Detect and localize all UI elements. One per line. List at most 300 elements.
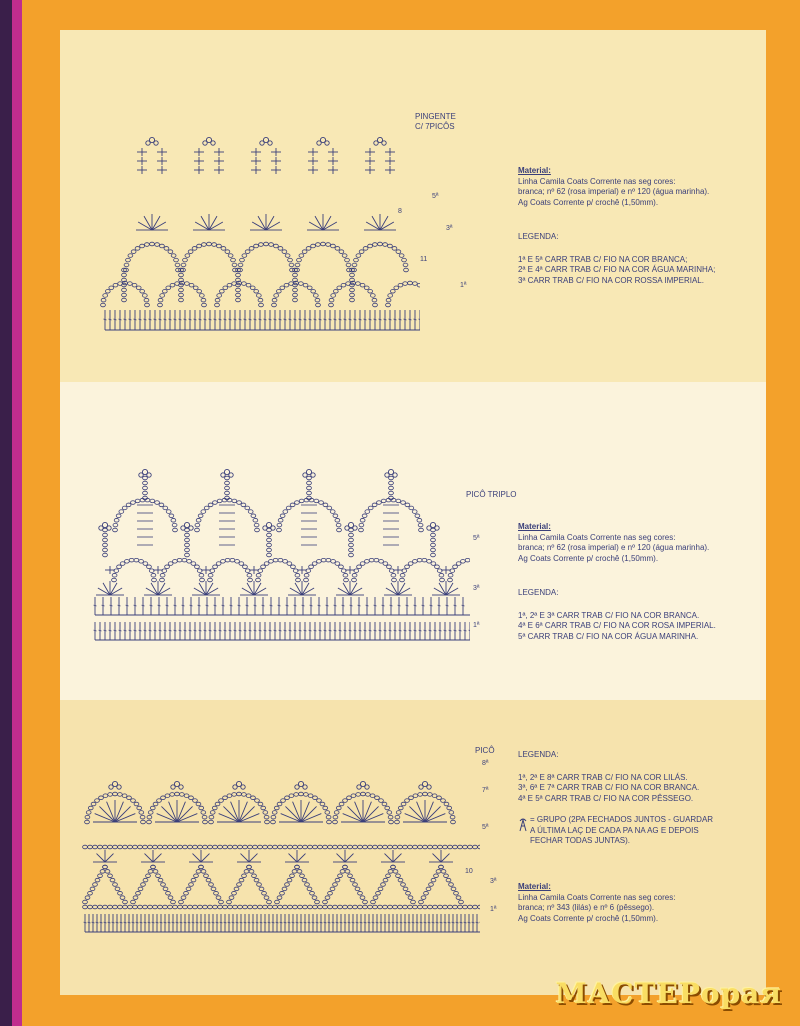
chain-stitch	[272, 298, 277, 302]
double-crochet-bar	[276, 922, 279, 923]
chain-stitch	[333, 820, 338, 824]
double-crochet-bar	[394, 319, 397, 320]
chain-stitch	[184, 794, 189, 798]
chain-stitch	[388, 870, 393, 874]
chain-stitch	[143, 481, 148, 485]
chain-stitch	[85, 820, 90, 824]
double-crochet-bar	[334, 605, 337, 606]
chain-stitch	[202, 815, 207, 819]
chain-stitch	[255, 799, 260, 803]
chain-stitch	[201, 870, 206, 874]
double-crochet-bar	[459, 630, 462, 631]
chain-stitch	[163, 845, 168, 849]
chain-stitch	[346, 263, 351, 267]
chain-stitch	[350, 288, 355, 292]
chain-stitch	[221, 247, 226, 251]
double-crochet-bar	[476, 922, 479, 923]
chain-stitch	[126, 503, 131, 507]
chain-stitch	[263, 811, 268, 815]
chain-stitch	[158, 298, 163, 302]
chain-stitch	[203, 820, 208, 824]
chain-stitch	[383, 562, 388, 566]
chain-stitch	[378, 905, 383, 909]
chain-stitch	[119, 510, 124, 514]
chain-stitch	[345, 258, 350, 262]
double-crochet-bar	[309, 319, 312, 320]
picot	[427, 785, 431, 789]
chain-stitch	[293, 298, 298, 302]
chain-stitch	[285, 883, 290, 887]
chain-stitch	[280, 286, 285, 290]
picot	[325, 141, 329, 145]
chain-stitch	[103, 533, 108, 537]
chain-stitch	[368, 244, 373, 248]
double-crochet-bar	[219, 319, 222, 320]
double-crochet-bar	[329, 319, 332, 320]
double-crochet-bar	[229, 630, 232, 631]
chain-stitch	[118, 845, 123, 849]
double-crochet-bar	[104, 319, 107, 320]
double-crochet-bar	[364, 630, 367, 631]
chain-stitch	[409, 506, 414, 510]
double-crochet-bar	[364, 922, 367, 923]
double-crochet-bar	[119, 630, 122, 631]
double-crochet-bar	[159, 319, 162, 320]
chain-stitch	[431, 878, 436, 882]
chain-stitch	[103, 538, 108, 542]
double-crochet-bar	[342, 605, 345, 606]
chain-stitch	[368, 845, 373, 849]
chain-stitch	[453, 905, 458, 909]
double-crochet-bar	[244, 319, 247, 320]
fan-stitch	[161, 806, 177, 822]
chain-stitch	[449, 883, 454, 887]
row-label-7: 7ª	[482, 787, 489, 794]
double-crochet-bar	[359, 630, 362, 631]
chain-stitch	[391, 573, 396, 577]
chain-stitch	[293, 905, 298, 909]
chain-stitch	[217, 499, 222, 503]
chain-stitch	[179, 793, 184, 797]
chain-stitch	[365, 559, 370, 563]
chain-stitch	[116, 514, 121, 518]
chain-stitch	[284, 283, 289, 287]
double-crochet-bar	[319, 630, 322, 631]
chain-stitch	[185, 538, 190, 542]
picot	[139, 473, 143, 477]
chain-stitch	[171, 254, 176, 258]
chain-stitch	[311, 289, 316, 293]
chain-stitch	[453, 565, 458, 569]
chain-stitch	[189, 883, 194, 887]
chain-stitch	[399, 254, 404, 258]
double-crochet-bar	[219, 630, 222, 631]
chain-stitch	[142, 294, 147, 298]
double-crochet-bar	[232, 922, 235, 923]
double-crochet-bar	[238, 605, 241, 606]
chain-stitch	[439, 573, 444, 577]
chain-stitch	[128, 845, 133, 849]
chain-stitch	[344, 578, 349, 582]
double-crochet-bar	[256, 922, 259, 923]
chain-stitch	[110, 878, 115, 882]
group-line: A ÚLTIMA LAÇ DE CADA PA NA AG E DEPOIS	[530, 825, 699, 835]
chain-stitch	[215, 298, 220, 302]
double-crochet-bar	[384, 922, 387, 923]
chain-stitch	[403, 263, 408, 267]
chain-stitch	[393, 870, 398, 874]
chain-stitch	[349, 553, 354, 557]
chain-stitch	[311, 244, 316, 248]
chain-stitch	[248, 510, 253, 514]
chain-stitch	[403, 282, 408, 286]
chain-stitch	[348, 905, 353, 909]
chain-stitch	[333, 514, 338, 518]
chain-stitch	[221, 559, 226, 563]
double-crochet-bar	[368, 922, 371, 923]
double-crochet-bar	[429, 630, 432, 631]
chain-stitch	[306, 569, 311, 573]
double-crochet-bar	[404, 319, 407, 320]
double-crochet-bar	[254, 319, 257, 320]
chain-stitch	[225, 491, 230, 495]
chain-stitch	[103, 794, 108, 798]
chain-stitch	[473, 845, 478, 849]
chain-stitch	[199, 294, 204, 298]
chain-stitch	[113, 528, 118, 532]
double-crochet-bar	[169, 630, 172, 631]
fan-stitch	[301, 806, 317, 822]
chain-stitch	[131, 799, 136, 803]
materials-heading: Material:	[518, 522, 551, 531]
chain-stitch	[95, 799, 100, 803]
chain-stitch	[294, 793, 299, 797]
double-crochet-bar	[334, 319, 337, 320]
chain-stitch	[144, 298, 149, 302]
chain-stitch	[211, 887, 216, 891]
chain-stitch	[249, 870, 254, 874]
chain-stitch	[227, 283, 232, 287]
materials-heading: Material:	[518, 882, 551, 891]
chain-stitch	[232, 891, 237, 895]
picot	[211, 141, 215, 145]
double-crochet-bar	[352, 922, 355, 923]
double-crochet-bar	[379, 630, 382, 631]
chain-stitch	[348, 874, 353, 878]
chain-stitch	[103, 905, 108, 909]
chain-stitch	[459, 900, 464, 904]
double-crochet-bar	[374, 605, 377, 606]
chain-stitch	[213, 565, 218, 569]
double-crochet-bar	[364, 319, 367, 320]
fan-stitch	[441, 854, 449, 862]
chain-stitch	[174, 258, 179, 262]
double-crochet-bar	[204, 630, 207, 631]
chain-stitch	[131, 900, 136, 904]
chain-stitch	[350, 298, 355, 302]
chain-stitch	[431, 562, 436, 566]
chain-stitch	[295, 263, 300, 267]
double-crochet-bar	[189, 319, 192, 320]
chain-stitch	[254, 878, 259, 882]
chain-stitch	[331, 294, 336, 298]
chain-stitch	[402, 569, 407, 573]
chain-stitch	[383, 905, 388, 909]
double-crochet-bar	[118, 605, 121, 606]
chain-stitch	[124, 263, 129, 267]
chain-stitch	[112, 573, 117, 577]
materials-1	[518, 166, 768, 286]
double-crochet-bar	[449, 630, 452, 631]
chain-stitch	[161, 796, 166, 800]
double-crochet-bar	[166, 605, 169, 606]
chain-stitch	[103, 548, 108, 552]
chain-stitch	[386, 303, 391, 307]
double-crochet-bar	[468, 922, 471, 923]
chain-stitch	[423, 792, 428, 796]
chain-stitch	[126, 258, 131, 262]
chain-stitch	[304, 578, 309, 582]
chain-stitch	[350, 273, 355, 277]
chain-stitch	[219, 900, 224, 904]
picot	[146, 141, 150, 145]
legend-heading: LEGENDA:	[518, 588, 559, 597]
picot	[117, 785, 121, 789]
double-crochet-bar	[434, 630, 437, 631]
double-crochet-bar	[148, 922, 151, 923]
picot	[260, 141, 264, 145]
chain-stitch	[379, 799, 384, 803]
row-number-2: 8	[398, 208, 402, 215]
double-crochet-bar	[464, 922, 467, 923]
double-crochet-bar	[394, 630, 397, 631]
double-crochet-bar	[356, 922, 359, 923]
chain-stitch	[132, 283, 137, 287]
fan-stitch	[145, 854, 153, 862]
chain-stitch	[237, 792, 242, 796]
chain-stitch	[237, 883, 242, 887]
double-crochet-bar	[179, 630, 182, 631]
double-crochet-bar	[294, 319, 297, 320]
chain-stitch	[353, 845, 358, 849]
double-crochet-bar	[184, 319, 187, 320]
chain-stitch	[125, 559, 130, 563]
double-crochet-bar	[206, 605, 209, 606]
double-crochet-bar	[260, 922, 263, 923]
chain-stitch	[238, 845, 243, 849]
double-crochet-bar	[416, 922, 419, 923]
chain-stitch	[267, 533, 272, 537]
material-line: Ag Coats Corrente p/ crochê (1,50mm).	[518, 197, 659, 207]
chain-stitch	[173, 905, 178, 909]
chain-stitch	[386, 298, 391, 302]
double-crochet-bar	[109, 630, 112, 631]
chain-stitch	[338, 905, 343, 909]
chain-stitch	[409, 796, 414, 800]
chain-stitch	[303, 905, 308, 909]
chain-stitch	[288, 905, 293, 909]
chain-stitch	[319, 501, 324, 505]
chain-stitch	[99, 796, 104, 800]
double-crochet-bar	[336, 922, 339, 923]
chain-stitch	[143, 486, 148, 490]
picot	[241, 785, 245, 789]
chain-stitch	[231, 258, 236, 262]
chain-stitch	[308, 794, 313, 798]
chain-stitch	[413, 905, 418, 909]
double-crochet-bar	[109, 319, 112, 320]
fan-stitch	[223, 806, 239, 822]
chain-stitch	[159, 503, 164, 507]
double-crochet-bar	[280, 922, 283, 923]
chain-stitch	[356, 254, 361, 258]
double-crochet-bar	[372, 922, 375, 923]
chain-stitch	[417, 283, 420, 287]
legend-line: 3ª CARR TRAB C/ FIO NA COR ROSSA IMPERIAL.	[518, 275, 704, 285]
chain-stitch	[273, 845, 278, 849]
chain-stitch	[280, 514, 285, 518]
chain-stitch	[342, 254, 347, 258]
double-crochet-bar	[119, 319, 122, 320]
chain-stitch	[198, 905, 203, 909]
double-crochet-bar	[344, 922, 347, 923]
chain-stitch	[437, 569, 442, 573]
chain-stitch	[128, 254, 133, 258]
double-crochet-bar	[139, 630, 142, 631]
chain-stitch	[281, 799, 286, 803]
legend-line: 4ª E 5ª CARR TRAB C/ FIO NA COR PÊSSEGO.	[518, 793, 694, 803]
double-crochet-bar	[192, 922, 195, 923]
chain-stitch	[258, 298, 263, 302]
chain-stitch	[371, 900, 376, 904]
chain-stitch	[223, 845, 228, 849]
chain-stitch	[273, 905, 278, 909]
chain-stitch	[237, 501, 242, 505]
chain-stitch	[341, 283, 346, 287]
chain-stitch	[127, 796, 132, 800]
chain-stitch	[288, 258, 293, 262]
chain-stitch	[160, 573, 165, 577]
row-label-1: 1ª	[490, 906, 497, 913]
chain-stitch	[478, 845, 480, 849]
chain-stitch	[188, 845, 193, 849]
chain-stitch	[203, 845, 208, 849]
chain-stitch	[122, 288, 127, 292]
double-crochet-bar	[184, 630, 187, 631]
double-crochet-bar	[126, 605, 129, 606]
chain-stitch	[228, 905, 233, 909]
double-crochet-bar	[424, 922, 427, 923]
fan-stitch	[297, 854, 305, 862]
chain-stitch	[405, 565, 410, 569]
chain-stitch	[360, 896, 365, 900]
chain-stitch	[330, 887, 335, 891]
chain-stitch	[202, 303, 207, 307]
chain-stitch	[417, 518, 422, 522]
chain-stitch	[139, 811, 144, 815]
chain-stitch	[458, 845, 463, 849]
materials-2	[518, 522, 768, 642]
material-line: Linha Camila Coats Corrente nas seg cores:	[518, 176, 676, 186]
picot	[317, 141, 321, 145]
double-crochet-bar	[139, 319, 142, 320]
chain-stitch	[418, 793, 423, 797]
double-crochet-bar	[224, 922, 227, 923]
chain-stitch	[201, 811, 206, 815]
chain-stitch	[441, 799, 446, 803]
double-crochet-bar	[279, 319, 282, 320]
chain-stitch	[348, 845, 353, 849]
double-crochet-bar	[376, 922, 379, 923]
chain-stitch	[283, 905, 288, 909]
chain-stitch	[165, 565, 170, 569]
double-crochet-bar	[172, 922, 175, 923]
chain-stitch	[373, 243, 378, 247]
chain-stitch	[267, 548, 272, 552]
chain-stitch	[199, 806, 204, 810]
group-line: FECHAR TODAS JUNTAS).	[530, 836, 631, 845]
chain-stitch	[307, 491, 312, 495]
double-crochet-bar	[216, 922, 219, 923]
fan-stitch	[285, 806, 301, 822]
chain-stitch	[306, 247, 311, 251]
chain-stitch	[243, 565, 248, 569]
chain-stitch	[312, 896, 317, 900]
chain-stitch	[435, 565, 440, 569]
chain-stitch	[339, 802, 344, 806]
chain-stitch	[448, 578, 453, 582]
chain-stitch	[225, 486, 230, 490]
row-label-3: 3ª	[446, 225, 453, 232]
chain-stitch	[298, 905, 303, 909]
chain-stitch	[448, 573, 453, 577]
material-line: Ag Coats Corrente p/ crochê (1,50mm).	[518, 913, 659, 923]
chain-stitch	[413, 559, 418, 563]
chain-stitch	[193, 905, 198, 909]
chain-stitch	[193, 845, 198, 849]
chain-stitch	[208, 845, 213, 849]
fan-stitch	[239, 806, 255, 822]
chain-stitch	[217, 244, 222, 248]
chain-stitch	[150, 806, 155, 810]
chain-stitch	[374, 558, 379, 562]
double-crochet-bar	[430, 605, 433, 606]
chain-stitch	[244, 870, 249, 874]
chain-stitch	[468, 905, 473, 909]
double-crochet-bar	[124, 319, 127, 320]
chain-stitch	[282, 887, 287, 891]
double-crochet-bar	[462, 605, 465, 606]
chain-stitch	[213, 845, 218, 849]
chain-stitch	[398, 905, 403, 909]
chain-stitch	[431, 543, 436, 547]
double-crochet-bar	[94, 630, 97, 631]
chain-stitch	[317, 799, 322, 803]
chain-stitch	[331, 244, 336, 248]
chain-stitch	[262, 891, 267, 895]
double-crochet-bar	[159, 630, 162, 631]
chain-stitch	[183, 258, 188, 262]
chain-stitch	[191, 562, 196, 566]
chain-stitch	[212, 806, 217, 810]
chain-stitch	[388, 845, 393, 849]
double-crochet-bar	[236, 922, 239, 923]
chain-stitch	[138, 845, 143, 849]
double-crochet-bar	[414, 605, 417, 606]
double-crochet-bar	[110, 605, 113, 606]
chain-stitch	[256, 578, 261, 582]
chain-stitch	[113, 883, 118, 887]
